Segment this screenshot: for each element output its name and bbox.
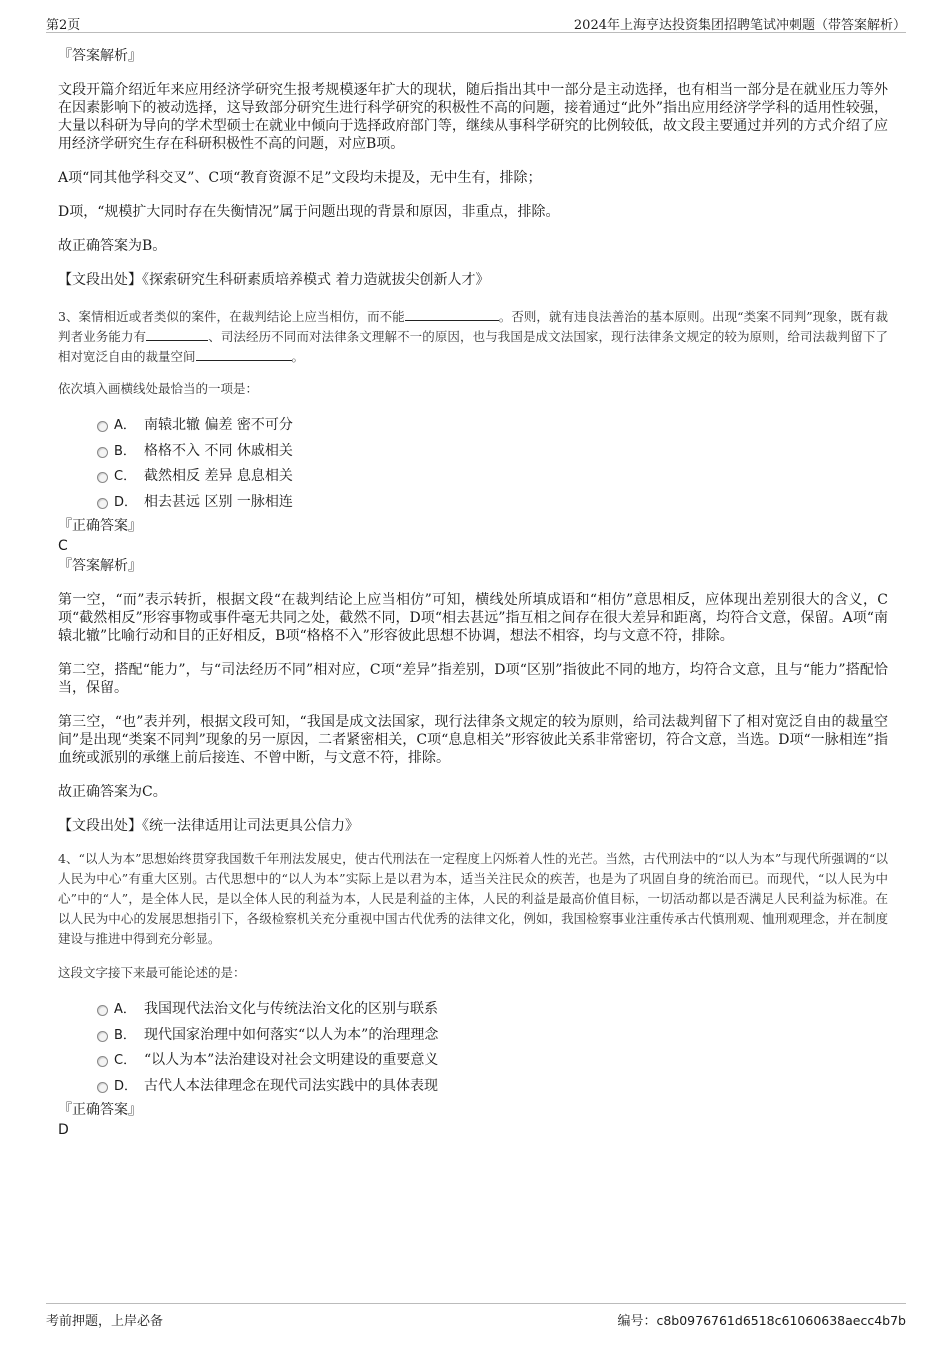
q3-prompt: 依次填入画横线处最恰当的一项是： xyxy=(58,381,259,396)
q3-option-b[interactable]: B． 格格不入 不同 休戚相关 xyxy=(58,441,888,467)
q3-options xyxy=(58,415,888,517)
q4-answer-heading: 『正确答案』 xyxy=(58,1102,142,1118)
q2-analysis-heading: 『答案解析』 xyxy=(58,48,142,64)
q3-analysis-paragraph-3: 第三空，“也”表并列，根据文段可知，“我国是成文法国家，现行法律条文规定的较为原则，给司法裁判留下了相对宽泛自由的裁量空间”是出现“类案不同判”现象的另一原因，二者紧密相关，C项“息息相关”形容彼此关系非常密切，符合文意，当选。D项“一脉相连”指血统或派别的承继上前后接连、不曾中断，与文意不符，排除。 xyxy=(58,714,888,766)
q3-question-text: 3、案情相近或者类似的案件，在裁判结论上应当相仿，而不能 。否则，就有违良法善治的基本原则。出现“类案不同判”现象，既有裁判者业务能力有 、司法经历不同而对法律条文理解不一的原因，也与我国是成文法国家，现行法律条文规定的较为原则，给司法裁判留下了相对宽泛自由的裁量空间 。 xyxy=(58,309,888,364)
radio-button-icon[interactable] xyxy=(97,498,108,509)
document-code: 编号：c8b0976761d6518c61060638aecc4b7b xyxy=(617,1313,906,1329)
q2-analysis-paragraph-1: 文段开篇介绍近年来应用经济学研究生报考规模逐年扩大的现状，随后指出其中一部分是主动选择，也有相当一部分是在就业压力等外在因素影响下的被动选择，这导致部分研究生进行科学研究的积极性不高的问题，接着通过“此外”指出应用经济学学科的适用性较强，大量以科研为导向的学术型硕士在就业中倾向于选择政府部门等，继续从事科学研究的比例较低，故文段主要通过并列的方式介绍了应用经济学研究生存在科研积极性不高的问题，对应B项。 xyxy=(58,82,888,152)
q3-analysis-heading: 『答案解析』 xyxy=(58,558,142,574)
q4-option-c[interactable]: C． “以人为本”法治建设对社会文明建设的重要意义 xyxy=(58,1050,888,1076)
q3-analysis-conclusion: 故正确答案为C。 xyxy=(58,784,167,800)
document-title: 2024年上海亨达投资集团招聘笔试冲刺题（带答案解析） xyxy=(573,18,906,33)
page-header xyxy=(46,12,906,33)
radio-button-icon[interactable] xyxy=(97,1005,108,1016)
q2-source: 【文段出处】《探索研究生科研素质培养模式 着力造就拔尖创新人才》 xyxy=(58,272,490,288)
radio-button-icon[interactable] xyxy=(97,1082,108,1093)
q3-option-a[interactable]: A． 南辕北辙 偏差 密不可分 xyxy=(58,415,888,441)
q4-option-d[interactable]: D． 古代人本法律理念在现代司法实践中的具体表现 xyxy=(58,1076,888,1102)
page-content xyxy=(58,47,888,1139)
q4-answer: D xyxy=(58,1122,69,1138)
q3-answer-heading: 『正确答案』 xyxy=(58,518,142,534)
footer-slogan: 考前押题，上岸必备 xyxy=(46,1314,164,1329)
q4-options xyxy=(58,999,888,1101)
q2-analysis-conclusion: 故正确答案为B。 xyxy=(58,238,167,254)
q3-blank-1 xyxy=(405,308,499,321)
q4-question-text: 4、“以人为本”思想始终贯穿我国数千年刑法发展史，使古代刑法在一定程度上闪烁着人性的光芒。当然，古代刑法中的“以人为本”与现代所强调的“以人民为中心”有重大区别。古代思想中的“以人为本”实际上是以君为本，适当关注民众的疾苦，也是为了巩固自身的统治而已。而现代，“以人民为中心”中的“人”，是全体人民，是以全体人民的利益为本，人民是利益的主体，人民的利益是最高价值目标，一切活动都以是否满足人民利益为标准。在以人民为中心的发展思想指引下，各级检察机关充分重视中国古代优秀的法律文化，例如，我国检察事业注重传承古代慎刑观、恤刑观理念，并在制度建设与推进中得到充分彰显。 xyxy=(58,851,888,946)
q4-option-b[interactable]: B． 现代国家治理中如何落实“以人为本”的治理理念 xyxy=(58,1025,888,1051)
q4-prompt: 这段文字接下来最可能论述的是： xyxy=(58,965,246,980)
q3-option-c[interactable]: C． 截然相反 差异 息息相关 xyxy=(58,466,888,492)
q3-answer: C xyxy=(58,538,68,554)
q3-option-d[interactable]: D． 相去甚远 区别 一脉相连 xyxy=(58,492,888,518)
radio-button-icon[interactable] xyxy=(97,1031,108,1042)
q4-option-a[interactable]: A． 我国现代法治文化与传统法治文化的区别与联系 xyxy=(58,999,888,1025)
radio-button-icon[interactable] xyxy=(97,421,108,432)
q3-analysis-paragraph-2: 第二空，搭配“能力”，与“司法经历不同”相对应，C项“差异”指差别，D项“区别”指彼此不同的地方，均符合文意，且与“能力”搭配恰当，保留。 xyxy=(58,662,888,696)
q3-source: 【文段出处】《统一法律适用让司法更具公信力》 xyxy=(58,818,359,834)
radio-button-icon[interactable] xyxy=(97,1056,108,1067)
radio-button-icon[interactable] xyxy=(97,447,108,458)
radio-button-icon[interactable] xyxy=(97,472,108,483)
q3-blank-2 xyxy=(146,328,208,341)
q2-analysis-paragraph-3: D项，“规模扩大同时存在失衡情况”属于问题出现的背景和原因，非重点，排除。 xyxy=(58,204,560,220)
q3-analysis-paragraph-1: 第一空，“而”表示转折，根据文段“在裁判结论上应当相仿”可知，横线处所填成语和“相仿”意思相反，应体现出差别很大的含义，C项“截然相反”形容事物或事件毫无共同之处，截然不同，D项“相去甚远”指互相之间存在很大差异和距离，均符合文意，保留。A项“南辕北辙”比喻行动和目的正好相反，B项“格格不入”形容彼此思想不协调，想法不相容，均与文意不符，排除。 xyxy=(58,592,888,644)
page-footer xyxy=(46,1303,906,1328)
q2-analysis-paragraph-2: A项“同其他学科交叉”、C项“教育资源不足”文段均未提及，无中生有，排除； xyxy=(58,170,542,186)
q3-blank-3 xyxy=(196,348,292,361)
page-number: 第2页 xyxy=(46,18,81,33)
